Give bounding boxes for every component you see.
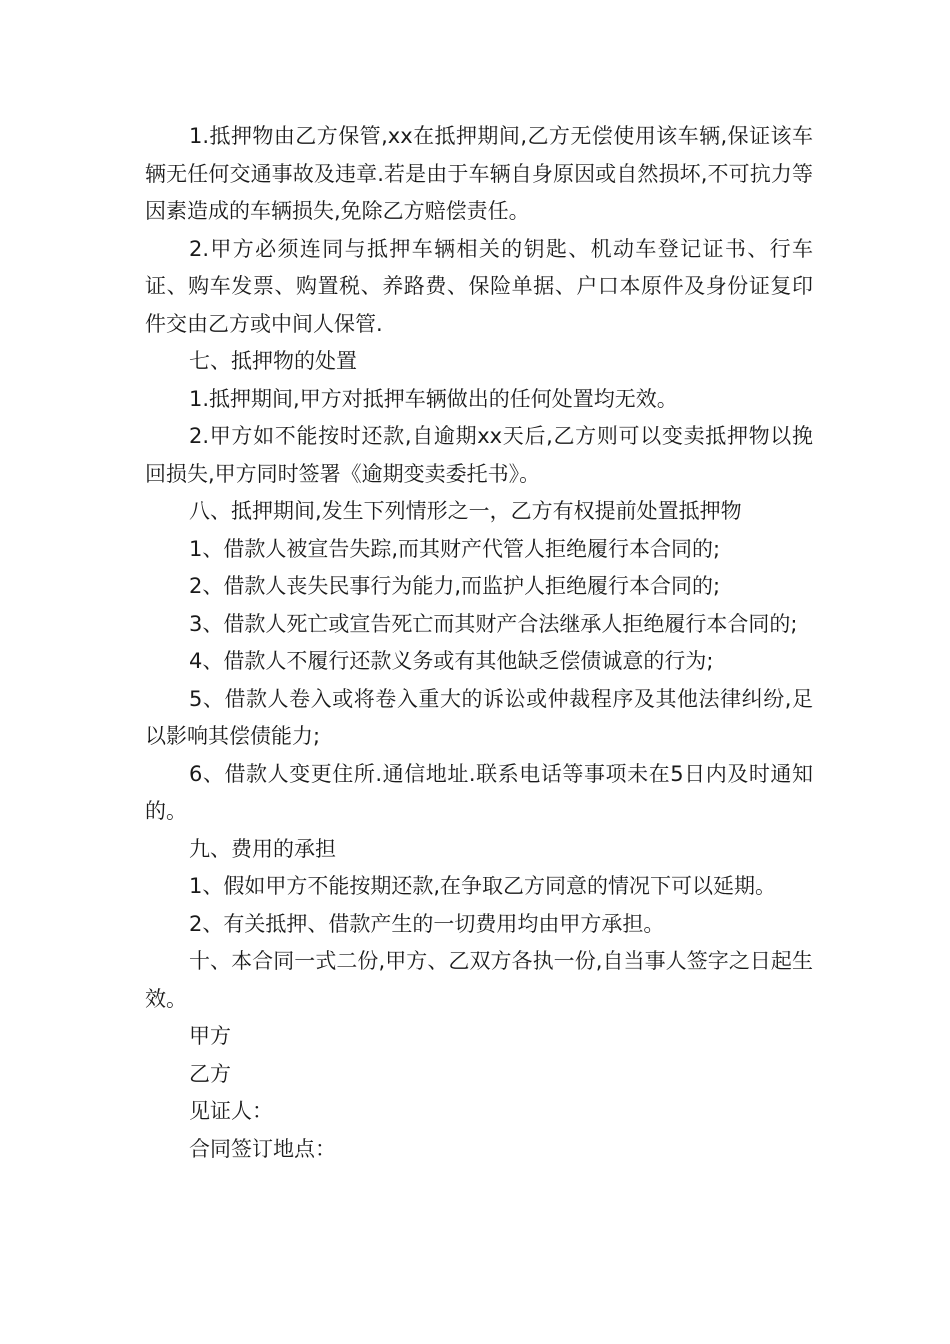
paragraph-disposal-invalid: 1.抵押期间,甲方对抵押车辆做出的任何处置均无效。 — [189, 386, 678, 411]
paragraph-extension: 1、假如甲方不能按期还款,在争取乙方同意的情况下可以延期。 — [189, 874, 777, 898]
signing-place: 合同签订地点： — [189, 1136, 336, 1161]
section-heading-effect: 十、本合同一式二份,甲方、乙双方各执一份,自当事人签字之日起生效。 — [145, 949, 813, 1011]
section-heading-costs: 九、费用的承担 — [189, 836, 336, 861]
section-heading-early-disposal: 八、抵押期间,发生下列情形之一，乙方有权提前处置抵押物 — [189, 499, 742, 523]
list-item-incapacity: 2、借款人丧失民事行为能力,而监护人拒绝履行本合同的; — [189, 574, 721, 598]
list-item-nonpayment: 4、借款人不履行还款义务或有其他缺乏偿债诚意的行为; — [189, 649, 714, 673]
section-heading-disposal: 七、抵押物的处置 — [189, 349, 357, 373]
paragraph-custody: 1.抵押物由乙方保管,xx在抵押期间,乙方无偿使用该车辆,保证该车辆无任何交通事故及违章.若是由于车辆自身原因或自然损坏,不可抗力等因素造成的车辆损失,免除乙方赔偿责任。 — [145, 124, 813, 223]
paragraph-documents: 2.甲方必须连同与抵押车辆相关的钥匙、机动车登记证书、行车证、购车发票、购置税、养路费、保险单据、户口本原件及身份证复印件交由乙方或中间人保管. — [145, 236, 813, 336]
signature-party-a: 甲方 — [189, 1024, 231, 1048]
list-item-missing: 1、借款人被宣告失踪,而其财产代管人拒绝履行本合同的; — [189, 536, 721, 561]
paragraph-costs-borne: 2、有关抵押、借款产生的一切费用均由甲方承担。 — [189, 911, 665, 936]
list-item-address-change: 6、借款人变更住所.通信地址.联系电话等事项未在5日内及时通知的。 — [145, 761, 813, 823]
paragraph-disposal-overdue: 2.甲方如不能按时还款,自逾期xx天后,乙方则可以变卖抵押物以挽回损失,甲方同时签署《逾期变卖委托书》。 — [145, 424, 813, 486]
signature-party-b: 乙方 — [189, 1061, 231, 1086]
signature-witness: 见证人： — [189, 1099, 273, 1123]
list-item-death: 3、借款人死亡或宣告死亡而其财产合法继承人拒绝履行本合同的; — [189, 611, 798, 636]
list-item-litigation: 5、借款人卷入或将卷入重大的诉讼或仲裁程序及其他法律纠纷,足以影响其偿债能力; — [145, 686, 813, 748]
document-body — [145, 118, 813, 1168]
